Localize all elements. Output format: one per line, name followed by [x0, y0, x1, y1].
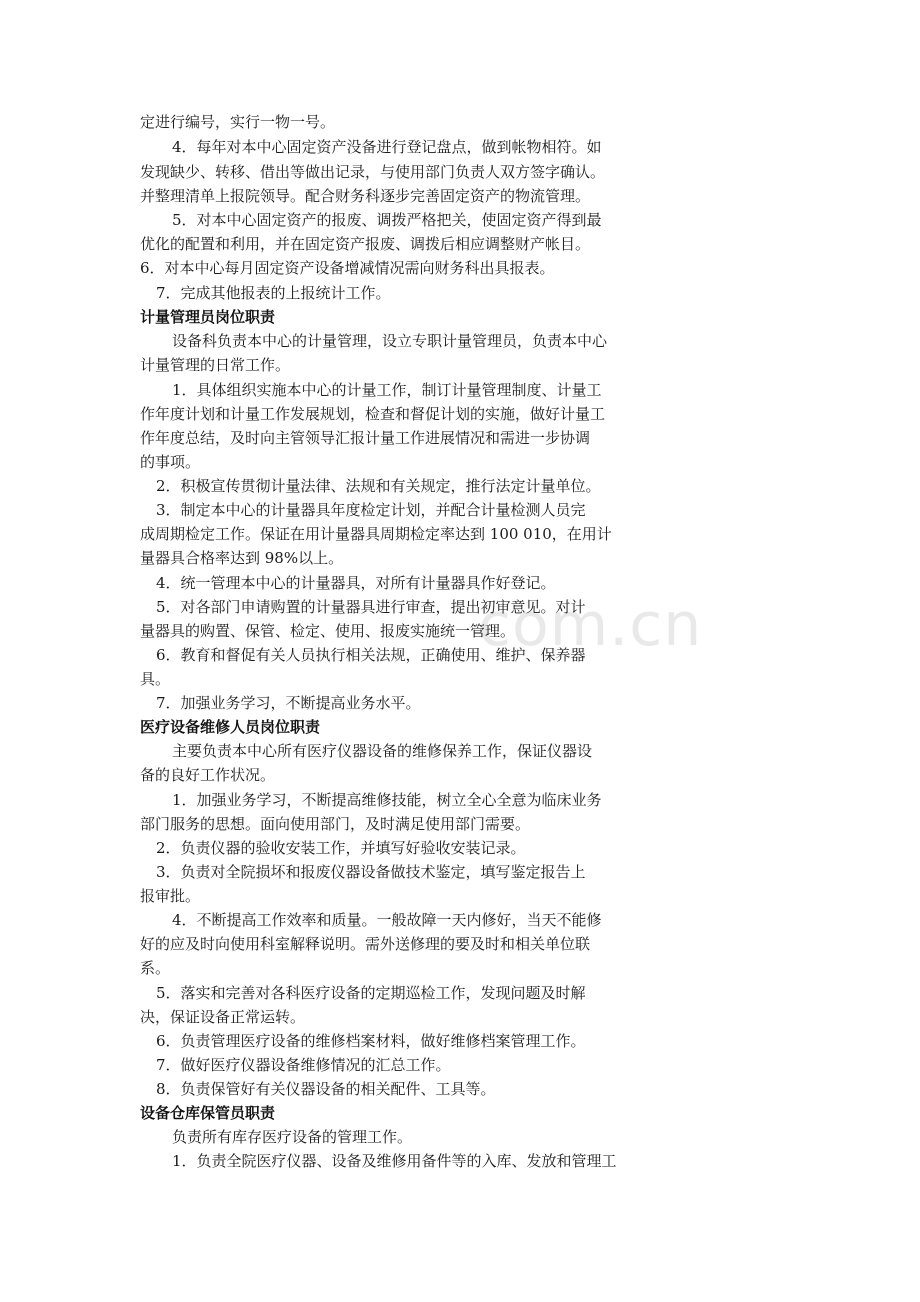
text-line: 量器具的购置、保管、检定、使用、报废实施统一管理。: [140, 622, 516, 640]
text-line: 7．完成其他报表的上报统计工作。: [156, 284, 391, 302]
text-line: 3．制定本中心的计量器具年度检定计划，并配合计量检测人员完: [156, 501, 586, 519]
text-line: 2．积极宣传贯彻计量法律、法规和有关规定，推行法定计量单位。: [156, 477, 601, 495]
text-line: 4．统一管理本中心的计量器具，对所有计量器具作好登记。: [156, 574, 556, 592]
text-line: 报审批。: [140, 887, 201, 905]
text-line: 成周期检定工作。保证在用计量器具周期检定率达到 100 010，在用计: [140, 525, 612, 543]
text-line: 具。: [140, 670, 171, 688]
text-line: 1．负责全院医疗仪器、设备及维修用备件等的入库、发放和管理工: [172, 1152, 617, 1170]
section-heading: 计量管理员岗位职责: [140, 308, 276, 326]
section-heading: 医疗设备维修人员岗位职责: [140, 718, 321, 736]
section-heading: 设备仓库保管员职责: [140, 1104, 276, 1122]
text-line: 5．对各部门申请购置的计量器具进行审查，提出初审意见。对计: [156, 598, 586, 616]
text-line: 的事项。: [140, 453, 201, 471]
text-line: 6．教育和督促有关人员执行相关法规，正确使用、维护、保养器: [156, 646, 586, 664]
text-line: 5．落实和完善对各科医疗设备的定期巡检工作，发现问题及时解: [156, 984, 586, 1002]
text-line: 备的良好工作状况。: [140, 766, 276, 784]
text-line: 4．不断提高工作效率和质量。一般故障一天内修好，当天不能修: [172, 911, 602, 929]
text-line: 7．做好医疗仪器设备维修情况的汇总工作。: [156, 1056, 451, 1074]
text-line: 4．每年对本中心固定资产没备进行登记盘点，做到帐物相符。如: [172, 138, 602, 156]
text-line: 6．负责管理医疗设备的维修档案材料，做好维修档案管理工作。: [156, 1032, 586, 1050]
text-line: 8．负责保管好有关仪器设备的相关配件、工具等。: [156, 1080, 496, 1098]
text-line: 发现缺少、转移、借出等做出记录，与使用部门负责人双方签字确认。: [140, 163, 606, 181]
text-line: 1．具体组织实施本中心的计量工作，制订计量管理制度、计量工: [172, 381, 602, 399]
text-line: 负责所有库存医疗设备的管理工作。: [172, 1128, 413, 1146]
text-line: 定进行编号，实行一物一号。: [140, 113, 336, 131]
text-line: 决，保证设备正常运转。: [140, 1008, 306, 1026]
text-line: 7．加强业务学习，不断提高业务水平。: [156, 694, 421, 712]
text-line: 优化的配置和利用，并在固定资产报废、调拨后相应调整财产帐目。: [140, 235, 591, 253]
text-line: 2．负责仪器的验收安装工作，并填写好验收安装记录。: [156, 839, 526, 857]
text-line: 作年度总结，及时向主管领导汇报计量工作进展情况和需进一步协调: [140, 429, 591, 447]
text-line: 量器具合格率达到 98%以上。: [140, 549, 344, 567]
text-line: 部门服务的思想。面向使用部门，及时满足使用部门需要。: [140, 815, 531, 833]
text-line: 好的应及时向使用科室解释说明。需外送修理的要及时和相关单位联: [140, 935, 591, 953]
text-line: 系。: [140, 959, 171, 977]
text-line: 主要负责本中心所有医疗仪器设备的维修保养工作，保证仪器设: [172, 742, 593, 760]
text-line: 3．负责对全院损坏和报废仪器设备做技术鉴定，填写鉴定报告上: [156, 863, 586, 881]
text-line: 作年度计划和计量工作发展规划，检查和督促计划的实施，做好计量工: [140, 405, 606, 423]
text-line: 计量管理的日常工作。: [140, 356, 291, 374]
watermark: com.cn: [478, 590, 703, 660]
text-line: 1．加强业务学习，不断提高维修技能，树立全心全意为临床业务: [172, 791, 602, 809]
text-line: 6．对本中心每月固定资产设备增减情况需向财务科出具报表。: [140, 259, 555, 277]
text-line: 5．对本中心固定资产的报废、调拨严格把关，使固定资产得到最: [172, 211, 602, 229]
text-line: 并整理清单上报院领导。配合财务科逐步完善固定资产的物流管理。: [140, 187, 591, 205]
text-line: 设备科负责本中心的计量管理，设立专职计量管理员，负责本中心: [172, 332, 608, 350]
